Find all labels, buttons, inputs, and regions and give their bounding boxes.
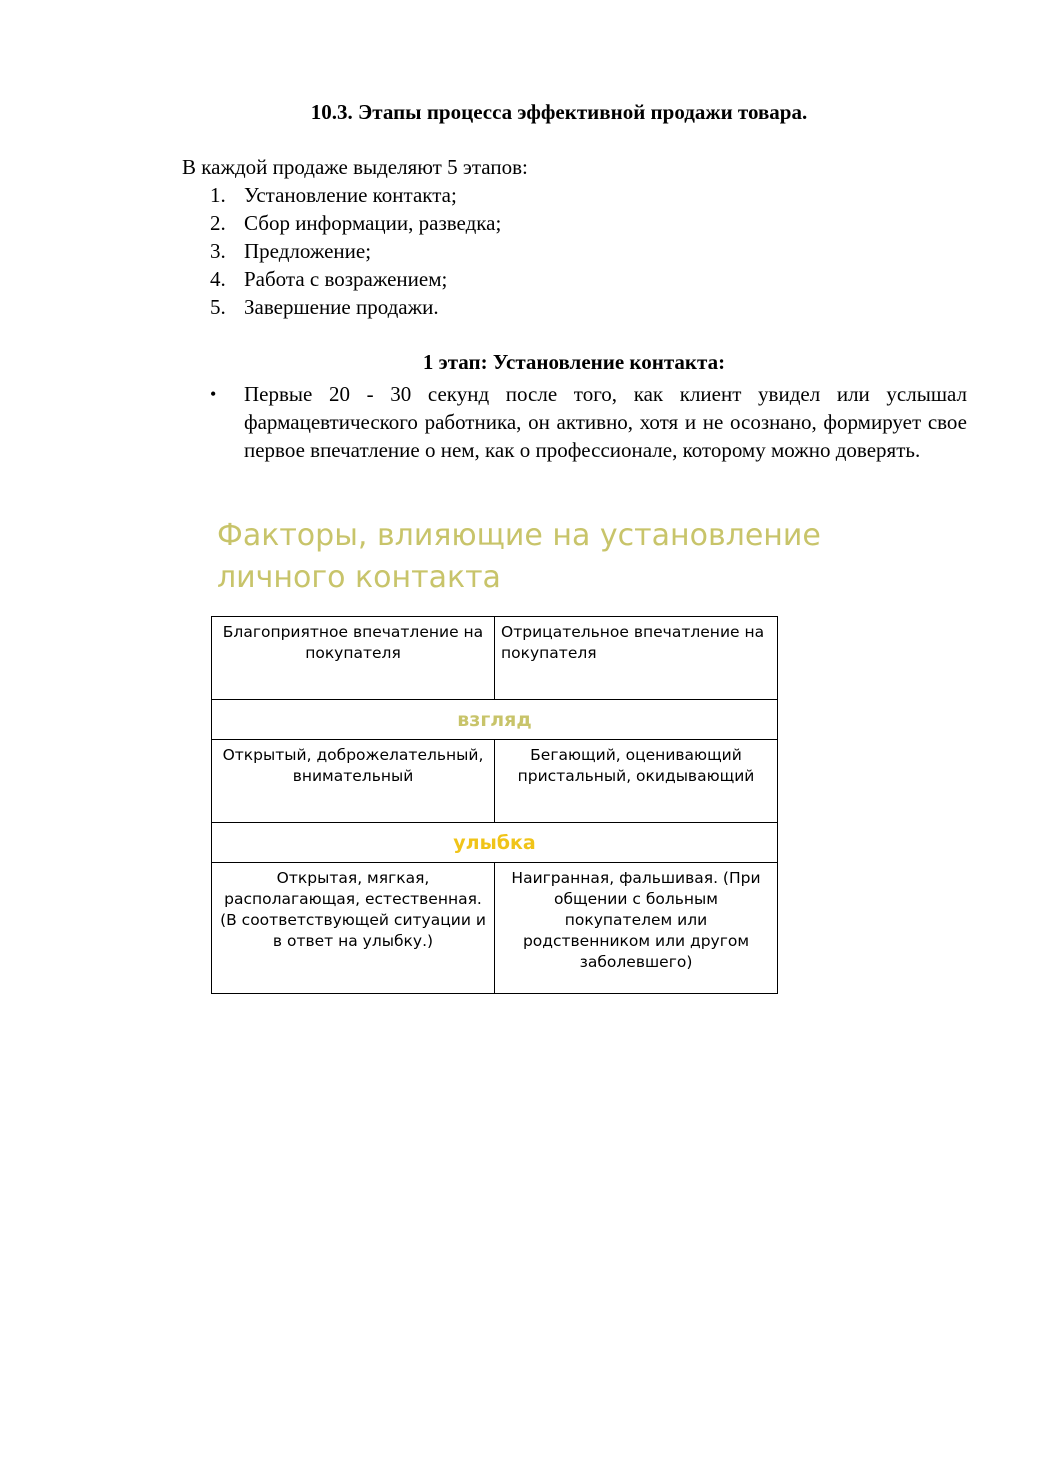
bullet-text: Первые 20 - 30 секунд после того, как клиент увидел или услышал фармацевтического работника, он активно, хотя и не осознано, формирует свое первое впечатление о нем, как о профессионале, которому можно доверять. xyxy=(244,382,967,462)
intro-text: В каждой продаже выделяют 5 этапов: xyxy=(182,155,528,179)
list-item-text: Установление контакта; xyxy=(244,183,457,207)
factors-table xyxy=(211,616,778,994)
list-item-number: 5. xyxy=(210,295,226,319)
header-positive: Благоприятное впечатление на покупателя xyxy=(212,617,495,700)
list-item-text: Работа с возражением; xyxy=(244,267,448,291)
smile-positive-cell: Открытая, мягкая, располагающая, естественная. (В соответствующей ситуации и в ответ на улыбку.) xyxy=(212,863,495,994)
gaze-negative-cell: Бегающий, оценивающий пристальный, окидывающий xyxy=(495,740,778,823)
list-item xyxy=(210,237,501,265)
list-item-number: 2. xyxy=(210,211,226,235)
list-item-text: Завершение продажи. xyxy=(244,295,439,319)
list-item xyxy=(210,265,501,293)
section-label-smile: улыбка xyxy=(212,823,778,863)
stage-title: 1 этап: Установление контакта: xyxy=(422,350,726,374)
table-row xyxy=(212,740,778,823)
list-item-number: 4. xyxy=(210,267,226,291)
bullet-icon: • xyxy=(210,384,217,404)
section-heading: 10.3. Этапы процесса эффективной продажи товара. xyxy=(310,100,808,124)
list-item xyxy=(210,209,501,237)
list-item-text: Сбор информации, разведка; xyxy=(244,211,502,235)
factors-title: Факторы, влияющие на установление личного контакта xyxy=(217,518,821,595)
bullet-paragraph xyxy=(210,380,967,464)
table-row xyxy=(212,863,778,994)
table-header-row xyxy=(212,617,778,700)
list-item-number: 1. xyxy=(210,183,226,207)
section-row xyxy=(212,823,778,863)
list-item-text: Предложение; xyxy=(244,239,372,263)
list-item xyxy=(210,293,501,321)
gaze-positive-cell: Открытый, доброжелательный, внимательный xyxy=(212,740,495,823)
section-label-gaze: взгляд xyxy=(212,700,778,740)
section-row xyxy=(212,700,778,740)
list-item xyxy=(210,181,501,209)
stages-list xyxy=(210,181,501,321)
header-negative: Отрицательное впечатление на покупателя xyxy=(495,617,778,700)
smile-negative-cell: Наигранная, фальшивая. (При общении с больным покупателем или родственником или другом заболевшего) xyxy=(495,863,778,994)
list-item-number: 3. xyxy=(210,239,226,263)
